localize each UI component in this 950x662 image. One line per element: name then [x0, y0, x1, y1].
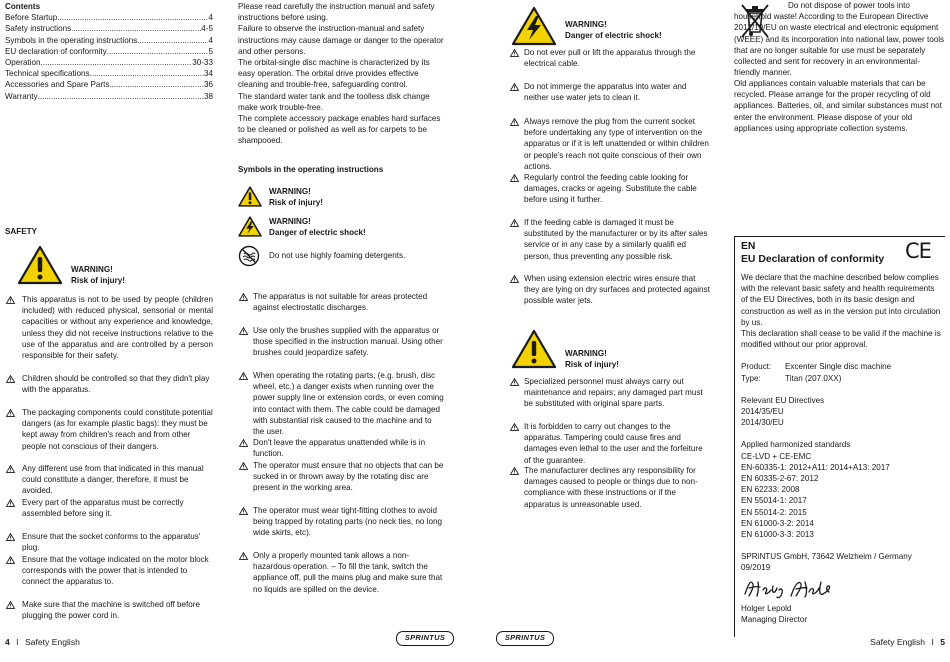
list-item: Make sure that the machine is switched off before plugging the power cord in.	[5, 599, 213, 621]
list-item: Children should be controlled so that they didn't play with the apparatus.	[5, 373, 213, 395]
safety-heading: SAFETY	[5, 227, 37, 236]
list-item: Every part of the apparatus must be correctly assembled before sing it.	[5, 497, 213, 519]
warning-triangle-icon	[238, 186, 262, 207]
disposal-paragraph: Do not dispose of power tools into household waste! According to the European Directive 2012/19/EU on waste electrical and electronic equipment (WEEE) and its incorporation into national law, power tools that are no longer suitable for use must be separately collected and sent for recovery in an environmental- friendly manner.	[734, 1, 945, 78]
footer-section: Safety English	[24, 637, 80, 647]
left-page-column-2	[238, 0, 444, 594]
standard-item: CE-LVD + CE-EMC	[741, 451, 812, 461]
directives-heading: Relevant EU Directives	[741, 395, 825, 405]
list-item: When operating the rotating parts, (e.g. brush, disc wheel, etc.) a danger exists when running over the power supply line or extension cords, or even coming into contact with them. The cable could be damaged with substantial risk caused to the machine and to the user.	[238, 370, 444, 437]
small-warning-icon	[509, 275, 520, 283]
symbols-heading: Symbols in the operating instructions	[238, 165, 384, 174]
list-item: Do not immerge the apparatus into water and neither use water jets to clean it.	[509, 81, 711, 103]
declaration-text: We declare that the machine described below complies with the relevant basic safety and health requirements of the EU Directives, both in its basic design and construction as well as in the version put into circulation by us.	[741, 273, 941, 327]
intro-paragraph: The standard water tank and the toolless disk change make work trouble-free.	[238, 91, 430, 112]
small-warning-icon	[5, 601, 16, 609]
signer-name: Holger Lepold	[741, 603, 792, 613]
toc-entry[interactable]: Technical specifications ..... 34	[5, 68, 213, 79]
list-item: Regularly control the feeding cable looking for damages, cracks or ageing. Substitute the cable before using it further.	[509, 172, 711, 206]
small-warning-icon	[238, 439, 249, 447]
small-warning-icon	[238, 507, 249, 515]
type-row: Type: Titan (207.0XX)	[741, 373, 842, 383]
list-item: Ensure that the voltage indicated on the motor block corresponds with the power that is intended to connect the apparatus to.	[5, 554, 213, 588]
small-warning-icon	[238, 552, 249, 560]
symbol-shock: WARNING! Danger of electric shock!	[238, 216, 366, 238]
small-warning-icon	[509, 83, 520, 91]
standard-item: EN 61000-3-3: 2013	[741, 530, 814, 540]
list-item: Only a properly mounted tank allows a non-hazardous operation. – To fill the tank, switch the appliance off, pull the mains plug and make sure that no liquids are spilled on the device.	[238, 550, 444, 595]
toc-entry[interactable]: EU declaration of conformity ..... 5	[5, 46, 213, 57]
list-item: Ensure that the socket conforms to the apparatus' plug.	[5, 531, 213, 553]
toc-entry[interactable]: Safety instructions ..... 4-5	[5, 23, 213, 34]
list-item: The packaging components could constitute potential dangers (as for example plastic bags): they must be kept away from children's reach and from other people not conscious of their dangers.	[5, 407, 213, 452]
symbol-no-foam: Do not use highly foaming detergents.	[238, 245, 405, 267]
warning-subtitle: Risk of injury!	[71, 276, 125, 286]
intro-paragraph: Please read carefully the instruction manual and safety instructions before using.	[238, 2, 435, 23]
declaration-date: 09/2019	[741, 563, 771, 573]
injury-warning-block: WARNING! Risk of injury!	[511, 329, 619, 370]
declaration-language: EN	[741, 241, 756, 252]
list-item: Any different use from that indicated in this manual could constitute a danger, therefore, it must be avoided.	[5, 463, 213, 497]
company-address: SPRiNTUS GmbH, 73642 Welzheim / Germany	[741, 552, 912, 562]
recycling-paragraph: Old appliances contain valuable materials that can be recycled. Please arrange for the proper recycling of old appliances. Batteries, oil, and similar substances must not enter the environment. Please dispose of your old appliances using appropriate collection systems.	[734, 79, 942, 133]
small-warning-icon	[5, 533, 16, 541]
toc-heading: Contents	[5, 2, 41, 11]
standard-item: EN 60335-2-67: 2012	[741, 474, 819, 484]
toc-entry[interactable]: Before Startup ..... 4	[5, 12, 213, 23]
no-foaming-detergent-icon	[238, 245, 260, 267]
small-warning-icon	[5, 375, 16, 383]
standards-heading: Applied harmonized standards	[741, 440, 851, 450]
small-warning-icon	[509, 423, 520, 431]
intro-paragraph: Failure to observe the instruction-manual and safety instructions may cause damage or danger to the operator and other persons.	[238, 24, 444, 56]
declaration-validity: This declaration shall cease to be valid if the machine is modified without our prior approval.	[741, 329, 941, 350]
left-page-column-1	[5, 0, 213, 647]
eu-declaration-box	[734, 236, 945, 637]
standard-item: EN 55014-1: 2017	[741, 496, 807, 506]
directive-item: 2014/35/EU	[741, 407, 784, 417]
sprintus-logo-left: SPRINTUS	[396, 631, 454, 646]
small-warning-icon	[238, 327, 249, 335]
list-item: This apparatus is not to be used by people (children included) with reduced physical, sensorial or mental capacities or without any experience and knowledge, unless they did not receive instructions relative to the use of the apparatus and are controlled by a person responsible for their safety.	[5, 294, 213, 361]
small-warning-icon	[5, 465, 16, 473]
shock-warning-block: WARNING! Danger of electric shock!	[511, 6, 662, 46]
small-warning-icon	[5, 296, 16, 304]
list-item: Do not ever pull or lift the apparatus through the electrical cable.	[509, 47, 711, 69]
small-warning-icon	[238, 372, 249, 380]
warning-triangle-icon	[511, 329, 557, 369]
table-of-contents	[5, 12, 213, 102]
list-item: Don't leave the apparatus unattended while is in function.	[238, 437, 444, 459]
footer-section: Safety English	[870, 637, 926, 647]
directive-item: 2014/30/EU	[741, 418, 784, 428]
small-warning-icon	[509, 378, 520, 386]
small-warning-icon	[5, 409, 16, 417]
warning-title: WARNING!	[71, 265, 113, 274]
standard-item: EN-60335-1: 2012+A11: 2014+A13: 2017	[741, 462, 890, 472]
small-warning-icon	[5, 499, 16, 507]
small-warning-icon	[509, 219, 520, 227]
electric-shock-icon	[511, 6, 557, 46]
standard-item: EN 62233: 2008	[741, 485, 800, 495]
small-warning-icon	[509, 49, 520, 57]
toc-entry[interactable]: Warranty ..... 38	[5, 91, 213, 102]
signer-title: Managing Director	[741, 615, 808, 625]
list-item: Use only the brushes supplied with the apparatus or those specified in the instruction manual. Using other brushes could jeopardize safety.	[238, 325, 444, 359]
intro-paragraph: The complete accessory package enables hard surfaces to be cleaned or polished as well as for carpets to be shampooed.	[238, 114, 441, 146]
left-page-footer: 4 I Safety English	[5, 637, 80, 647]
list-item: Specialized personnel must always carry out maintenance and repairs; any damaged part must be substituted with original spare parts.	[509, 376, 711, 410]
standard-item: EN 55014-2: 2015	[741, 507, 807, 517]
list-item: It is forbidden to carry out changes to the apparatus. Tampering could cause fires and damages even lethal to the user and the forfeiture of the guarantee.	[509, 421, 711, 466]
sprintus-logo-right: SPRINTUS	[496, 631, 554, 646]
list-item: When using extension electric wires ensure that they are lying on dry surfaces and protected against possible water jets.	[509, 273, 711, 307]
warning-triangle-icon	[17, 245, 63, 285]
small-warning-icon	[509, 174, 520, 182]
intro-paragraph: The orbital-single disc machine is characterized by its easy operation. The orbital drive provides effective cleaning and trouble-free, safeguarding control.	[238, 58, 430, 90]
declaration-title: EU Declaration of conformity	[741, 254, 885, 265]
toc-entry[interactable]: Accessories and Spare Parts ..... 36	[5, 79, 213, 90]
small-warning-icon	[509, 467, 520, 475]
toc-entry[interactable]: Symbols in the operating instructions ..... 4	[5, 35, 213, 46]
small-warning-icon	[5, 556, 16, 564]
page-number: 5	[940, 637, 945, 647]
list-item: If the feeding cable is damaged it must be substituted by the manufacturer or by its after sales service or in any case by a similarly qualifi ed person, thus preventing any possible risk.	[509, 217, 711, 262]
page-number: 4	[5, 637, 10, 647]
list-item: The apparatus is not suitable for areas protected against electrostatic discharges.	[238, 291, 444, 313]
small-warning-icon	[238, 293, 249, 301]
small-warning-icon	[238, 462, 249, 470]
electric-shock-icon	[238, 216, 262, 237]
ce-mark: CE	[905, 239, 931, 263]
standard-item: EN 61000-3-2: 2014	[741, 518, 814, 528]
right-page-footer: Safety English I 5	[870, 637, 945, 647]
symbol-injury: WARNING! Risk of injury!	[238, 186, 323, 208]
list-item: Always remove the plug from the current socket before undertaking any type of intervention on the apparatus or if it is left unattended or within children or people's reach not quite conscious of their own actions.	[509, 116, 711, 172]
list-item: The manufacturer declines any responsibility for damages caused to people or things due to non-compliance with these instructions or if the apparatus is unreasonable used.	[509, 465, 711, 510]
signature-image	[741, 576, 851, 600]
list-item: The operator must ensure that no objects that can be sucked in or thrown away by the rotating disc are present in the working area.	[238, 460, 444, 494]
toc-entry[interactable]: Operation ..... 30-33	[5, 57, 213, 68]
list-item: The operator must wear tight-fitting clothes to avoid being trapped by rotating parts (no neck ties, no long wide skirts, etc).	[238, 505, 444, 539]
small-warning-icon	[509, 118, 520, 126]
safety-warning-block	[17, 245, 125, 286]
product-row: Product: Excenter Single disc machine	[741, 362, 892, 372]
